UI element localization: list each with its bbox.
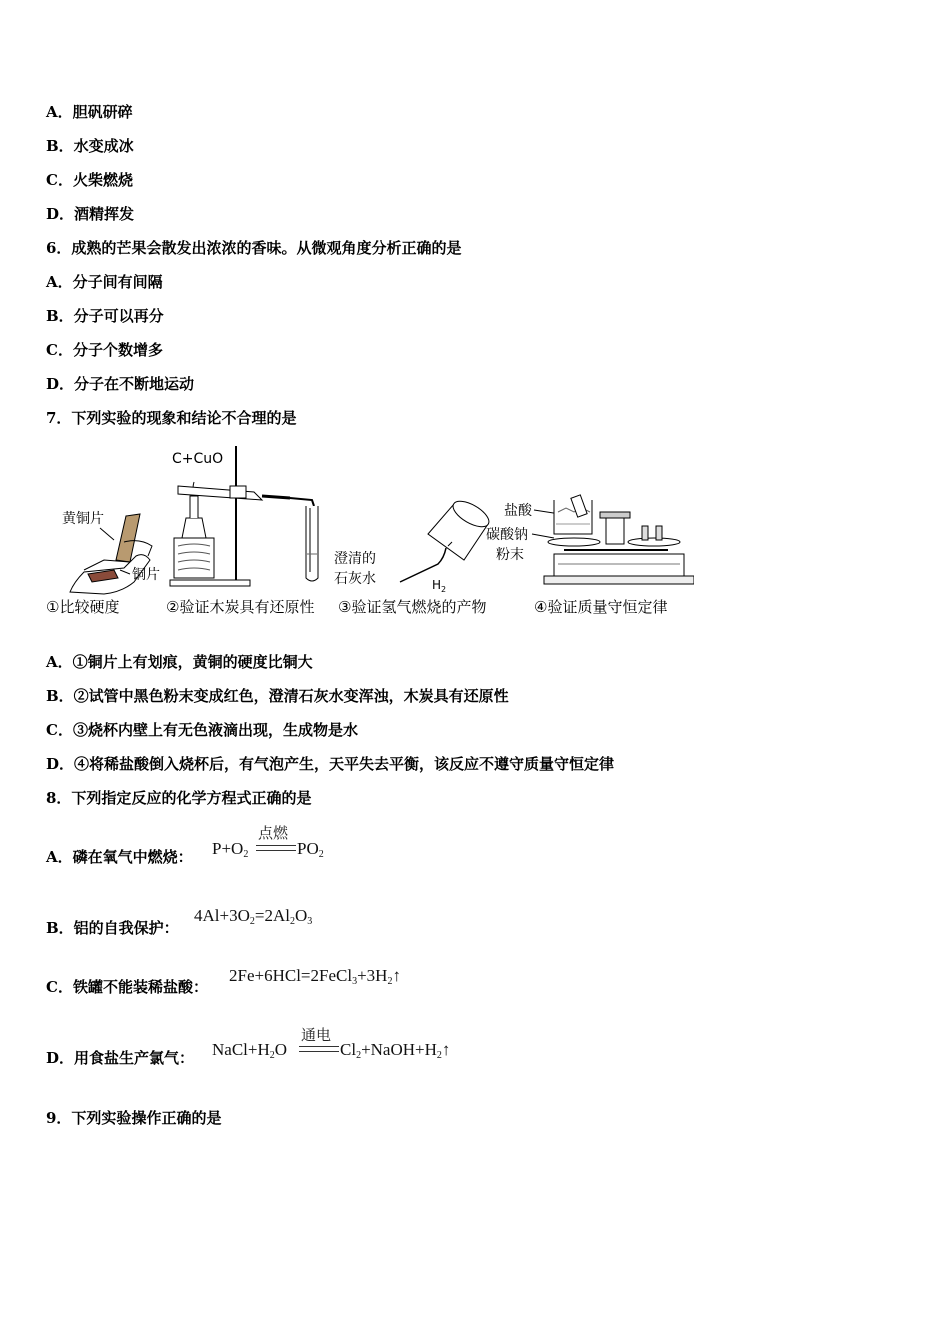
q8-option-a-products: $PO_2$: [297, 839, 324, 860]
q8-option-d-products: $Cl_2+NaOH+H_2↑$: [340, 1040, 451, 1061]
label-h2: $H_2$: [432, 578, 447, 594]
q8-option-a-label: A．磷在氧气中燃烧：: [46, 848, 193, 866]
q7-option-a: A．①铜片上有划痕，黄铜的硬度比铜大: [46, 653, 313, 671]
label-na2co3-2: 粉末: [496, 547, 524, 563]
label-limewater-2: 石灰水: [334, 571, 376, 587]
q6-option-d: D．分子在不断地运动: [46, 375, 195, 393]
q8-option-d-condition: 通电: [301, 1026, 332, 1044]
q8-option-d-equals: [299, 1046, 339, 1052]
label-brass: 黄铜片: [62, 511, 104, 527]
q8-option-b-equation: $4Al+3O_2=2Al_2O_3$: [194, 906, 313, 927]
q8-option-c-equation: $2Fe+6HCl=2FeCl_3+3H_2↑$: [229, 966, 401, 987]
q7-option-d: D．④将稀盐酸倒入烧杯后，有气泡产生，天平失去平衡，该反应不遵守质量守恒定律: [46, 755, 615, 773]
q6-stem: 6．成熟的芒果会散发出浓浓的香味。从微观角度分析正确的是: [46, 239, 462, 257]
q8-option-c-label: C．铁罐不能装稀盐酸：: [46, 978, 208, 996]
caption-4: ④验证质量守恒定律: [534, 598, 668, 616]
q8-option-a-reactants: $P+O_2$: [212, 839, 249, 860]
q7-option-b: B．②试管中黑色粉末变成红色，澄清石灰水变浑浊，木炭具有还原性: [46, 687, 509, 705]
label-copper: 铜片: [132, 567, 160, 583]
hydrogen-combustion-apparatus: [400, 496, 493, 594]
q5-option-a: A．胆矾研碎: [46, 103, 133, 121]
q7-option-c: C．③烧杯内壁上有无色液滴出现，生成物是水: [46, 721, 358, 739]
q9-stem: 9．下列实验操作正确的是: [46, 1109, 222, 1127]
caption-3: ③验证氢气燃烧的产物: [338, 598, 487, 616]
q8-stem: 8．下列指定反应的化学方程式正确的是: [46, 789, 312, 807]
q8-option-d-label: D．用食盐生产氯气：: [46, 1049, 195, 1067]
q8-option-a-equals: [256, 845, 296, 851]
q6-option-b: B．分子可以再分: [46, 307, 164, 325]
label-limewater-1: 澄清的: [334, 551, 376, 567]
label-reagent: C+CuO: [172, 451, 224, 467]
q7-stem: 7．下列实验的现象和结论不合理的是: [46, 409, 297, 427]
label-hcl: 盐酸: [504, 503, 532, 519]
label-na2co3-1: 碳酸钠: [486, 527, 528, 543]
carbon-reduction-apparatus: [170, 446, 376, 587]
q5-option-c: C．火柴燃烧: [46, 171, 133, 189]
caption-1: ①比较硬度: [46, 598, 120, 616]
brass-scratch-illustration: [62, 510, 160, 594]
q8-option-d-reactants: $NaCl+H_2O$: [212, 1040, 288, 1061]
mass-balance-apparatus: [486, 495, 694, 584]
q8-option-a-condition: 点燃: [258, 824, 289, 842]
q6-option-c: C．分子个数增多: [46, 341, 163, 359]
q5-option-b: B．水变成冰: [46, 137, 134, 155]
q6-option-a: A．分子间有间隔: [46, 273, 163, 291]
q7-experiment-figure: [44, 442, 694, 622]
q8-option-b-label: B．铝的自我保护：: [46, 919, 179, 937]
caption-2: ②验证木炭具有还原性: [166, 598, 315, 616]
q5-option-d: D．酒精挥发: [46, 205, 135, 223]
